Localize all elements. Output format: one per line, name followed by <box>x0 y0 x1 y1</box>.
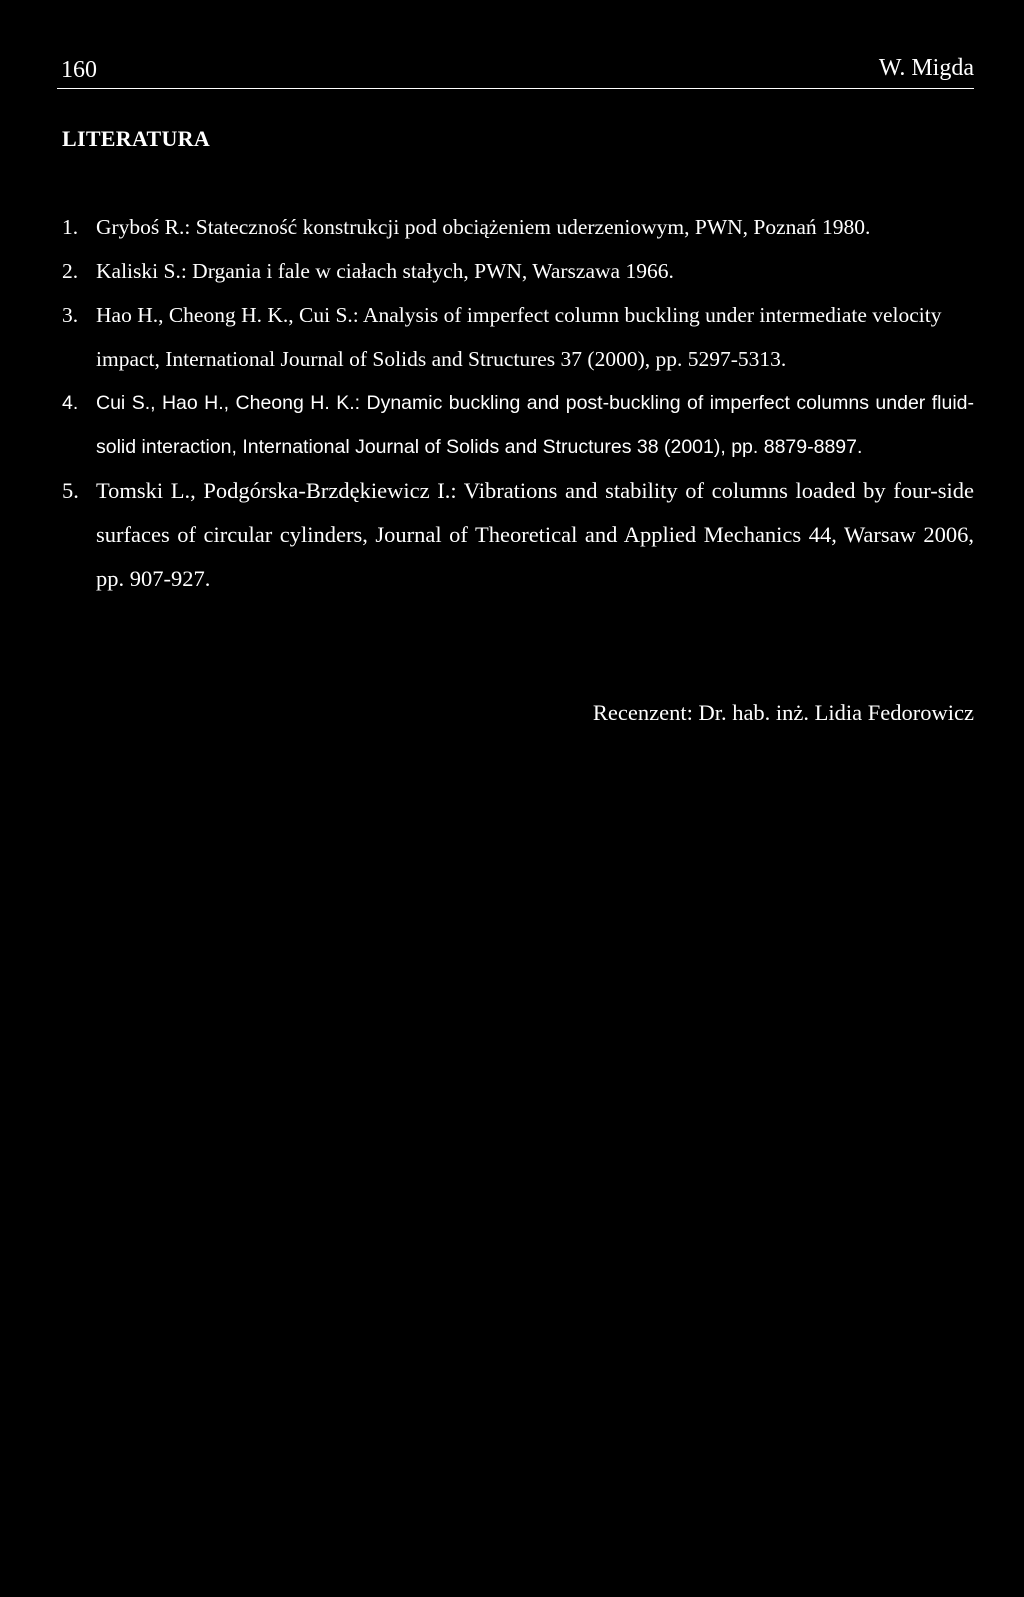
reference-text: Kaliski S.: Drgania i fale w ciałach stałych, PWN, Warszawa 1966. <box>96 259 674 283</box>
reference-number: 1. <box>62 215 79 239</box>
reference-number: 5. <box>62 478 79 503</box>
page-header <box>57 52 974 89</box>
page-number: 160 <box>61 57 97 83</box>
reference-text: Gryboś R.: Stateczność konstrukcji pod obciążeniem uderzeniowym, PWN, Poznań 1980. <box>96 215 871 239</box>
reference-text: Hao H., Cheong H. K., Cui S.: Analysis of imperfect column buckling under intermediate velocity impact, International Journal of Solids and Structures 37 (2000), pp. 5297-5313. <box>96 303 942 371</box>
reference-text: Cui S., Hao H., Cheong H. K.: Dynamic buckling and post-buckling of imperfect columns under fluid-solid interaction, International Journal of Solids and Structures 38 (2001), pp. 8879-8897. <box>96 392 974 458</box>
reference-text: Tomski L., Podgórska-Brzdękiewicz I.: Vibrations and stability of columns loaded by four-side surfaces of circular cylinders, Journal of Theoretical and Applied Mechanics 44, Warsaw 2006, pp. 907-927. <box>96 478 974 591</box>
reference-number: 2. <box>62 259 79 283</box>
reviewer-note: Recenzent: Dr. hab. inż. Lidia Fedorowicz <box>592 700 974 725</box>
reference-item <box>62 293 974 381</box>
section-title: LITERATURA <box>62 126 211 151</box>
reference-item <box>62 469 974 601</box>
reference-item <box>62 249 974 293</box>
reference-item <box>62 205 974 249</box>
running-head-author: W. Migda <box>878 55 974 81</box>
reference-item <box>62 381 974 469</box>
reference-number: 4. <box>62 392 79 414</box>
reference-number: 3. <box>62 303 79 327</box>
reference-list <box>62 205 974 601</box>
